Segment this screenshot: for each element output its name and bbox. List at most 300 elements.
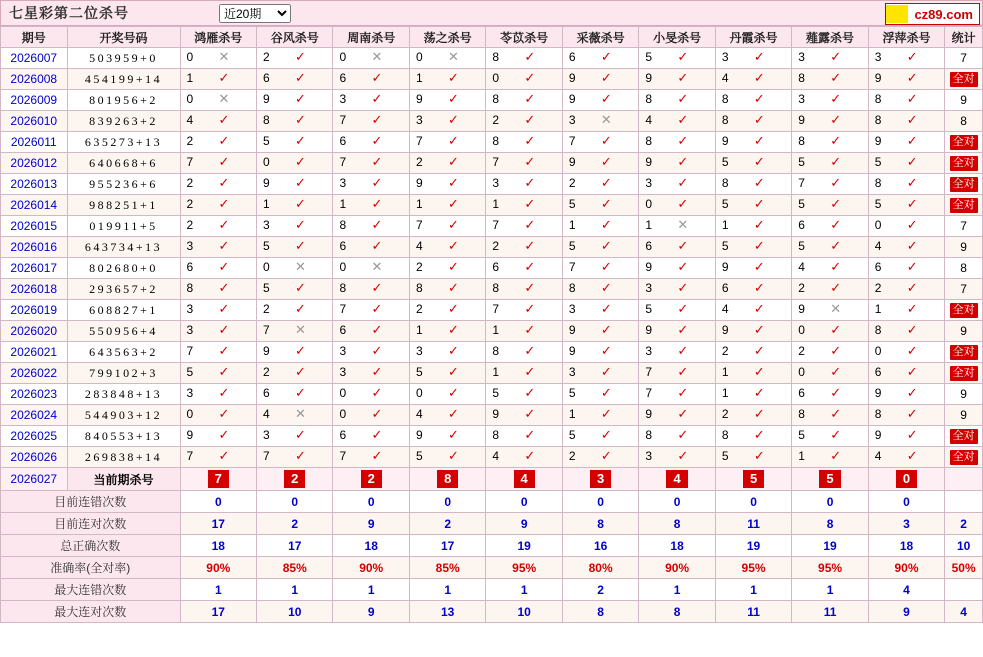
kill-cell-2 xyxy=(333,216,409,237)
summary-value-9: 90% xyxy=(868,557,944,579)
table-row xyxy=(1,447,983,468)
kill-cell-8 xyxy=(792,258,868,279)
kill-number: 0 xyxy=(339,386,347,400)
check-icon: ✓ xyxy=(830,448,842,463)
kill-cell-2 xyxy=(333,321,409,342)
kill-number: 9 xyxy=(645,407,653,421)
kill-number: 4 xyxy=(721,302,729,316)
kill-cell-1 xyxy=(257,279,333,300)
check-icon: ✓ xyxy=(371,196,383,211)
summary-value-1: 2 xyxy=(257,513,333,535)
row-stat: 8 xyxy=(945,111,983,132)
kill-number: 3 xyxy=(415,344,423,358)
table-row xyxy=(1,258,983,279)
check-icon: ✓ xyxy=(295,427,306,442)
check-icon: ✓ xyxy=(906,196,918,211)
check-icon: ✓ xyxy=(447,112,459,127)
kill-cell-1 xyxy=(257,447,333,468)
check-icon: ✓ xyxy=(218,112,230,127)
kill-cell-3 xyxy=(409,48,485,69)
table-row xyxy=(1,321,983,342)
kill-cell-7 xyxy=(715,363,791,384)
kill-number: 9 xyxy=(721,323,729,337)
check-icon: ✓ xyxy=(753,175,765,190)
kill-number: 7 xyxy=(186,344,194,358)
kill-cell-8 xyxy=(792,153,868,174)
check-icon: ✓ xyxy=(830,406,842,421)
check-icon: ✓ xyxy=(753,154,765,169)
kill-cell-9 xyxy=(868,216,944,237)
kill-number: 9 xyxy=(874,428,882,442)
issue-number[interactable]: 2026021 xyxy=(1,342,68,363)
summary-value-4: 95% xyxy=(486,557,562,579)
issue-number[interactable]: 2026011 xyxy=(1,132,68,153)
kill-cell-8 xyxy=(792,195,868,216)
kill-cell-8 xyxy=(792,342,868,363)
check-icon: ✓ xyxy=(677,70,689,85)
issue-number[interactable]: 2026017 xyxy=(1,258,68,279)
kill-cell-2 xyxy=(333,342,409,363)
table-row xyxy=(1,216,983,237)
kill-number: 4 xyxy=(186,113,194,127)
kill-number: 8 xyxy=(492,50,500,64)
current-kill-cell-0 xyxy=(180,468,256,491)
kill-cell-3 xyxy=(409,153,485,174)
summary-value-8: 0 xyxy=(792,491,868,513)
kill-number: 3 xyxy=(186,323,194,337)
all-correct-badge: 全对 xyxy=(950,345,978,360)
check-icon: ✓ xyxy=(371,322,383,337)
kill-number: 9 xyxy=(874,134,882,148)
check-icon: ✓ xyxy=(524,301,536,316)
check-icon: ✓ xyxy=(295,217,306,232)
issue-number[interactable]: 2026007 xyxy=(1,48,68,69)
summary-value-2: 9 xyxy=(333,601,409,623)
current-kill-number: 0 xyxy=(896,470,917,488)
kill-cell-6 xyxy=(639,258,715,279)
check-icon: ✓ xyxy=(830,196,842,211)
kill-number: 8 xyxy=(492,134,500,148)
check-icon: ✓ xyxy=(447,406,459,421)
all-correct-badge: 全对 xyxy=(950,366,978,381)
check-icon: ✓ xyxy=(830,259,842,274)
issue-number[interactable]: 2026012 xyxy=(1,153,68,174)
issue-number[interactable]: 2026020 xyxy=(1,321,68,342)
check-icon: ✓ xyxy=(218,385,230,400)
kill-number: 3 xyxy=(263,218,270,232)
kill-cell-6 xyxy=(639,405,715,426)
kill-cell-4 xyxy=(486,216,562,237)
check-icon: ✓ xyxy=(600,448,612,463)
summary-value-0: 17 xyxy=(180,601,256,623)
kill-number: 8 xyxy=(874,92,882,106)
table-row xyxy=(1,69,983,90)
issue-number[interactable]: 2026013 xyxy=(1,174,68,195)
check-icon: ✓ xyxy=(753,112,765,127)
row-stat xyxy=(945,195,983,216)
period-select-wrapper[interactable] xyxy=(219,4,291,23)
kill-number: 7 xyxy=(263,449,270,463)
cross-icon: ✕ xyxy=(677,217,689,232)
check-icon: ✓ xyxy=(524,259,536,274)
kill-number: 0 xyxy=(415,50,423,64)
issue-number[interactable]: 2026009 xyxy=(1,90,68,111)
kill-cell-5 xyxy=(562,321,638,342)
kill-number: 9 xyxy=(415,428,423,442)
kill-cell-8 xyxy=(792,447,868,468)
current-kill-number: 5 xyxy=(819,470,840,488)
current-kill-cell-9 xyxy=(868,468,944,491)
kill-cell-5 xyxy=(562,69,638,90)
kill-cell-9 xyxy=(868,195,944,216)
kill-number: 8 xyxy=(798,407,805,421)
kill-cell-4 xyxy=(486,132,562,153)
current-kill-number: 2 xyxy=(284,470,305,488)
check-icon: ✓ xyxy=(600,154,612,169)
check-icon: ✓ xyxy=(830,322,842,337)
kill-number: 2 xyxy=(415,260,423,274)
kill-cell-5 xyxy=(562,237,638,258)
check-icon: ✓ xyxy=(600,196,612,211)
summary-label: 总正确次数 xyxy=(1,535,181,557)
kill-cell-3 xyxy=(409,132,485,153)
current-kill-number: 8 xyxy=(437,470,458,488)
kill-number: 2 xyxy=(798,281,805,295)
kill-cell-6 xyxy=(639,363,715,384)
kill-number: 3 xyxy=(568,302,576,316)
kill-cell-2 xyxy=(333,405,409,426)
kill-number: 5 xyxy=(721,239,729,253)
summary-value-0: 18 xyxy=(180,535,256,557)
summary-value-8: 95% xyxy=(792,557,868,579)
summary-value-1: 10 xyxy=(257,601,333,623)
kill-cell-4 xyxy=(486,48,562,69)
check-icon: ✓ xyxy=(524,217,536,232)
current-kill-cell-2 xyxy=(333,468,409,491)
kill-number: 1 xyxy=(186,71,194,85)
row-stat xyxy=(945,447,983,468)
kill-number: 7 xyxy=(492,155,500,169)
check-icon: ✓ xyxy=(447,427,459,442)
check-icon: ✓ xyxy=(524,112,536,127)
summary-value-2: 9 xyxy=(333,513,409,535)
issue-number[interactable]: 2026019 xyxy=(1,300,68,321)
kill-number: 4 xyxy=(874,449,882,463)
check-icon: ✓ xyxy=(524,70,536,85)
kill-cell-0 xyxy=(180,258,256,279)
issue-number[interactable]: 2026025 xyxy=(1,426,68,447)
kill-cell-7 xyxy=(715,279,791,300)
table-row xyxy=(1,279,983,300)
check-icon: ✓ xyxy=(371,448,383,463)
check-icon: ✓ xyxy=(371,133,383,148)
kill-cell-2 xyxy=(333,447,409,468)
kill-cell-2 xyxy=(333,237,409,258)
kill-cell-0 xyxy=(180,363,256,384)
kill-cell-8 xyxy=(792,132,868,153)
kill-cell-8 xyxy=(792,216,868,237)
check-icon: ✓ xyxy=(906,112,918,127)
kill-number: 3 xyxy=(186,386,194,400)
check-icon: ✓ xyxy=(830,154,842,169)
issue-number[interactable]: 2026022 xyxy=(1,363,68,384)
summary-stat: 50% xyxy=(945,557,983,579)
kill-cell-5 xyxy=(562,216,638,237)
column-header-12: 统计 xyxy=(945,27,983,48)
kill-number: 5 xyxy=(415,449,423,463)
kill-number: 1 xyxy=(415,197,423,211)
kill-cell-8 xyxy=(792,405,868,426)
kill-cell-6 xyxy=(639,426,715,447)
summary-value-6: 1 xyxy=(639,579,715,601)
kill-number: 7 xyxy=(263,323,270,337)
draw-code: 840553+13 xyxy=(67,426,180,447)
summary-value-7: 1 xyxy=(715,579,791,601)
kill-cell-9 xyxy=(868,111,944,132)
site-logo xyxy=(885,3,980,25)
summary-value-3: 17 xyxy=(409,535,485,557)
check-icon: ✓ xyxy=(295,133,306,148)
kill-cell-5 xyxy=(562,384,638,405)
kill-number: 5 xyxy=(798,239,805,253)
kill-number: 8 xyxy=(645,134,653,148)
check-icon: ✓ xyxy=(830,70,842,85)
summary-value-4: 0 xyxy=(486,491,562,513)
kill-number: 6 xyxy=(874,365,882,379)
kill-number: 8 xyxy=(492,428,500,442)
kill-cell-4 xyxy=(486,279,562,300)
check-icon: ✓ xyxy=(524,364,536,379)
check-icon: ✓ xyxy=(295,343,306,358)
kill-cell-6 xyxy=(639,111,715,132)
kill-number: 9 xyxy=(568,323,576,337)
check-icon: ✓ xyxy=(295,49,306,64)
issue-number[interactable]: 2026023 xyxy=(1,384,68,405)
check-icon: ✓ xyxy=(677,406,689,421)
check-icon: ✓ xyxy=(600,91,612,106)
summary-value-7: 11 xyxy=(715,601,791,623)
kill-number: 8 xyxy=(492,92,500,106)
issue-number[interactable]: 2026015 xyxy=(1,216,68,237)
issue-number[interactable]: 2026024 xyxy=(1,405,68,426)
check-icon: ✓ xyxy=(600,280,612,295)
current-issue-number[interactable]: 2026027 xyxy=(1,468,68,491)
issue-number[interactable]: 2026026 xyxy=(1,447,68,468)
check-icon: ✓ xyxy=(906,301,918,316)
kill-cell-9 xyxy=(868,153,944,174)
issue-number[interactable]: 2026010 xyxy=(1,111,68,132)
kill-cell-1 xyxy=(257,258,333,279)
summary-value-3: 0 xyxy=(409,491,485,513)
kill-cell-6 xyxy=(639,384,715,405)
draw-code: 799102+3 xyxy=(67,363,180,384)
check-icon: ✓ xyxy=(830,112,842,127)
check-icon: ✓ xyxy=(524,448,536,463)
check-icon: ✓ xyxy=(371,154,383,169)
check-icon: ✓ xyxy=(830,364,842,379)
kill-number: 0 xyxy=(798,323,805,337)
kill-cell-5 xyxy=(562,342,638,363)
kill-cell-0 xyxy=(180,48,256,69)
check-icon: ✓ xyxy=(371,280,383,295)
summary-value-6: 18 xyxy=(639,535,715,557)
kill-cell-1 xyxy=(257,405,333,426)
check-icon: ✓ xyxy=(447,217,459,232)
issue-number[interactable]: 2026008 xyxy=(1,69,68,90)
kill-number: 4 xyxy=(415,407,423,421)
check-icon: ✓ xyxy=(830,385,842,400)
check-icon: ✓ xyxy=(677,364,689,379)
kill-cell-6 xyxy=(639,279,715,300)
summary-row xyxy=(1,579,983,601)
kill-cell-4 xyxy=(486,426,562,447)
table-row xyxy=(1,48,983,69)
check-icon: ✓ xyxy=(600,301,612,316)
kill-number: 6 xyxy=(186,260,194,274)
check-icon: ✓ xyxy=(447,322,459,337)
kill-cell-2 xyxy=(333,258,409,279)
kill-cell-3 xyxy=(409,111,485,132)
current-kill-cell-5 xyxy=(562,468,638,491)
table-row xyxy=(1,300,983,321)
kill-number: 8 xyxy=(186,281,194,295)
column-header-3: 谷风杀号 xyxy=(257,27,333,48)
check-icon: ✓ xyxy=(218,427,230,442)
kill-cell-2 xyxy=(333,384,409,405)
summary-value-6: 0 xyxy=(639,491,715,513)
kill-cell-4 xyxy=(486,300,562,321)
kill-number: 2 xyxy=(798,344,805,358)
check-icon: ✓ xyxy=(906,133,918,148)
check-icon: ✓ xyxy=(295,301,306,316)
summary-value-5: 8 xyxy=(562,513,638,535)
check-icon: ✓ xyxy=(677,91,689,106)
summary-stat: 10 xyxy=(945,535,983,557)
kill-number: 9 xyxy=(263,176,270,190)
kill-number: 5 xyxy=(568,197,576,211)
kill-number: 1 xyxy=(645,218,653,232)
kill-cell-0 xyxy=(180,174,256,195)
all-correct-badge: 全对 xyxy=(950,450,978,465)
kill-cell-6 xyxy=(639,174,715,195)
kill-number: 3 xyxy=(645,449,653,463)
issue-number[interactable]: 2026014 xyxy=(1,195,68,216)
kill-cell-4 xyxy=(486,174,562,195)
check-icon: ✓ xyxy=(677,301,689,316)
check-icon: ✓ xyxy=(447,154,459,169)
summary-value-6: 8 xyxy=(639,601,715,623)
kill-number: 5 xyxy=(874,155,882,169)
issue-number[interactable]: 2026016 xyxy=(1,237,68,258)
row-stat xyxy=(945,69,983,90)
kill-number: 9 xyxy=(798,302,805,316)
kill-cell-3 xyxy=(409,90,485,111)
check-icon: ✓ xyxy=(295,175,306,190)
kill-number: 6 xyxy=(339,134,347,148)
check-icon: ✓ xyxy=(906,154,918,169)
issue-number[interactable]: 2026018 xyxy=(1,279,68,300)
check-icon: ✓ xyxy=(371,217,383,232)
table-row xyxy=(1,132,983,153)
draw-code: 643563+2 xyxy=(67,342,180,363)
kill-cell-9 xyxy=(868,405,944,426)
kill-cell-0 xyxy=(180,237,256,258)
kill-number: 9 xyxy=(721,260,729,274)
check-icon: ✓ xyxy=(677,49,689,64)
kill-number: 6 xyxy=(263,386,270,400)
check-icon: ✓ xyxy=(753,406,765,421)
kill-number: 8 xyxy=(645,428,653,442)
kill-cell-0 xyxy=(180,321,256,342)
kill-number: 2 xyxy=(263,50,270,64)
kill-cell-3 xyxy=(409,426,485,447)
check-icon: ✓ xyxy=(447,448,459,463)
kill-number: 5 xyxy=(415,365,423,379)
kill-number: 2 xyxy=(186,197,194,211)
current-kill-number: 2 xyxy=(361,470,382,488)
summary-value-9: 18 xyxy=(868,535,944,557)
kill-number: 0 xyxy=(339,407,347,421)
kill-cell-0 xyxy=(180,111,256,132)
kill-cell-4 xyxy=(486,384,562,405)
check-icon: ✓ xyxy=(447,385,459,400)
check-icon: ✓ xyxy=(524,238,536,253)
check-icon: ✓ xyxy=(371,238,383,253)
column-header-9: 丹霞杀号 xyxy=(715,27,791,48)
check-icon: ✓ xyxy=(218,175,230,190)
kill-number: 9 xyxy=(874,71,882,85)
kill-number: 7 xyxy=(339,449,347,463)
kill-cell-8 xyxy=(792,111,868,132)
check-icon: ✓ xyxy=(677,133,689,148)
kill-cell-3 xyxy=(409,237,485,258)
cross-icon: ✕ xyxy=(371,259,383,274)
kill-number: 0 xyxy=(339,260,347,274)
check-icon: ✓ xyxy=(218,343,230,358)
kill-number: 3 xyxy=(339,344,347,358)
check-icon: ✓ xyxy=(371,343,383,358)
kill-cell-8 xyxy=(792,279,868,300)
summary-row xyxy=(1,513,983,535)
kill-number: 5 xyxy=(798,155,805,169)
kill-cell-5 xyxy=(562,153,638,174)
kill-number: 2 xyxy=(492,239,500,253)
kill-number: 6 xyxy=(798,218,805,232)
kill-cell-5 xyxy=(562,132,638,153)
kill-cell-3 xyxy=(409,363,485,384)
draw-code: 839263+2 xyxy=(67,111,180,132)
kill-cell-1 xyxy=(257,384,333,405)
kill-number: 1 xyxy=(568,407,576,421)
kill-cell-3 xyxy=(409,69,485,90)
check-icon: ✓ xyxy=(371,385,383,400)
kill-number: 3 xyxy=(263,428,270,442)
cross-icon: ✕ xyxy=(295,259,306,274)
row-stat xyxy=(945,132,983,153)
kill-number: 4 xyxy=(874,239,882,253)
summary-value-4: 9 xyxy=(486,513,562,535)
summary-value-5: 8 xyxy=(562,601,638,623)
kill-cell-0 xyxy=(180,69,256,90)
kill-number: 9 xyxy=(568,92,576,106)
current-issue-label: 当前期杀号 xyxy=(67,468,180,491)
kill-cell-3 xyxy=(409,279,485,300)
kill-number: 7 xyxy=(492,302,500,316)
page-header xyxy=(0,0,983,26)
period-select[interactable] xyxy=(219,4,291,23)
kill-number: 8 xyxy=(263,113,270,127)
kill-number: 7 xyxy=(339,113,347,127)
